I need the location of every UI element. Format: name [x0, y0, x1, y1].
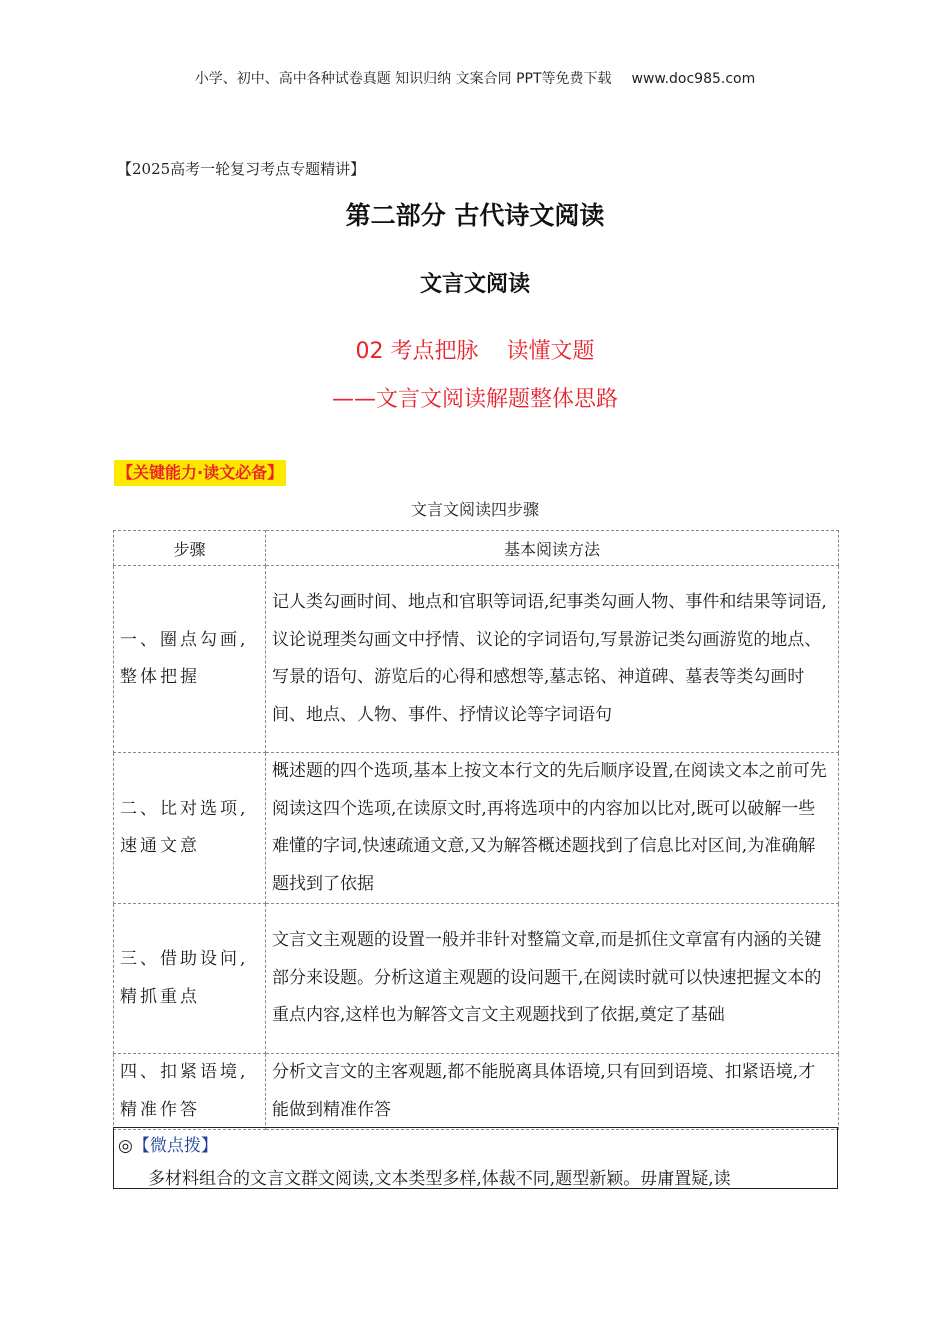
step-cell: 四、扣紧语境,精准作答: [114, 1054, 266, 1130]
bullseye-icon: ◎: [118, 1136, 133, 1156]
method-cell: 文言文主观题的设置一般并非针对整篇文章,而是抓住文章富有内涵的关键部分来设题。分析这道主观题的设问题干,在阅读时就可以快速把握文本的重点内容,这样也为解答文言文主观题找到了依据,奠定了基础: [266, 904, 839, 1054]
tip-header: [118, 1131, 218, 1156]
site-url-link[interactable]: www.doc985.com: [631, 71, 756, 87]
topic-subtitle: ——文言文阅读解题整体思路: [331, 387, 618, 412]
method-cell: 分析文言文的主客观题,都不能脱离具体语境,只有回到语境、扣紧语境,才能做到精准作答: [266, 1054, 839, 1130]
table-row: [114, 1054, 839, 1130]
table-row: [114, 904, 839, 1054]
topic-title: 02 考点把脉 读懂文题: [355, 339, 595, 364]
step-cell: 一、圈点勾画,整体把握: [114, 566, 266, 753]
tip-text: 多材料组合的文言文群文阅读,文本类型多样,体裁不同,题型新颖。毋庸置疑,读: [148, 1169, 731, 1189]
page-title: 第二部分 古代诗文阅读: [345, 201, 605, 230]
method-cell: 概述题的四个选项,基本上按文本行文的先后顺序设置,在阅读文本之前可先阅读这四个选项,在读原文时,再将选项中的内容加以比对,既可以破解一些难懂的字词,快速疏通文意,又为解答概述题找到了信息比对区间,为准确解题找到了依据: [266, 753, 839, 904]
step-cell: 二、比对选项,速通文意: [114, 753, 266, 904]
steps-table: [113, 530, 839, 1130]
tip-box: [113, 1127, 838, 1189]
series-tag: 【2025高考一轮复习考点专题精讲】: [117, 160, 366, 178]
table-caption: 文言文阅读四步骤: [410, 500, 539, 519]
site-header-text: 小学、初中、高中各种试卷真题 知识归纳 文案合同 PPT等免费下载: [194, 71, 612, 87]
table-row: [114, 566, 839, 753]
section-badge: 【关键能力·读文必备】: [114, 460, 286, 486]
method-cell: 记人类勾画时间、地点和官职等词语,纪事类勾画人物、事件和结果等词语,议论说理类勾画文中抒情、议论的字词语句,写景游记类勾画游览的地点、写景的语句、游览后的心得和感想等,墓志铭、神道碑、墓表等类勾画时间、地点、人物、事件、抒情议论等字词语句: [266, 566, 839, 753]
step-cell: 三、借助设问,精抓重点: [114, 904, 266, 1054]
site-header: [0, 68, 950, 88]
table-row: [114, 753, 839, 904]
column-header-step: 步骤: [114, 531, 266, 566]
column-header-method: 基本阅读方法: [266, 531, 839, 566]
table-header-row: [114, 531, 839, 566]
tip-label: 【微点拨】: [132, 1136, 218, 1156]
page-subtitle: 文言文阅读: [419, 272, 530, 297]
